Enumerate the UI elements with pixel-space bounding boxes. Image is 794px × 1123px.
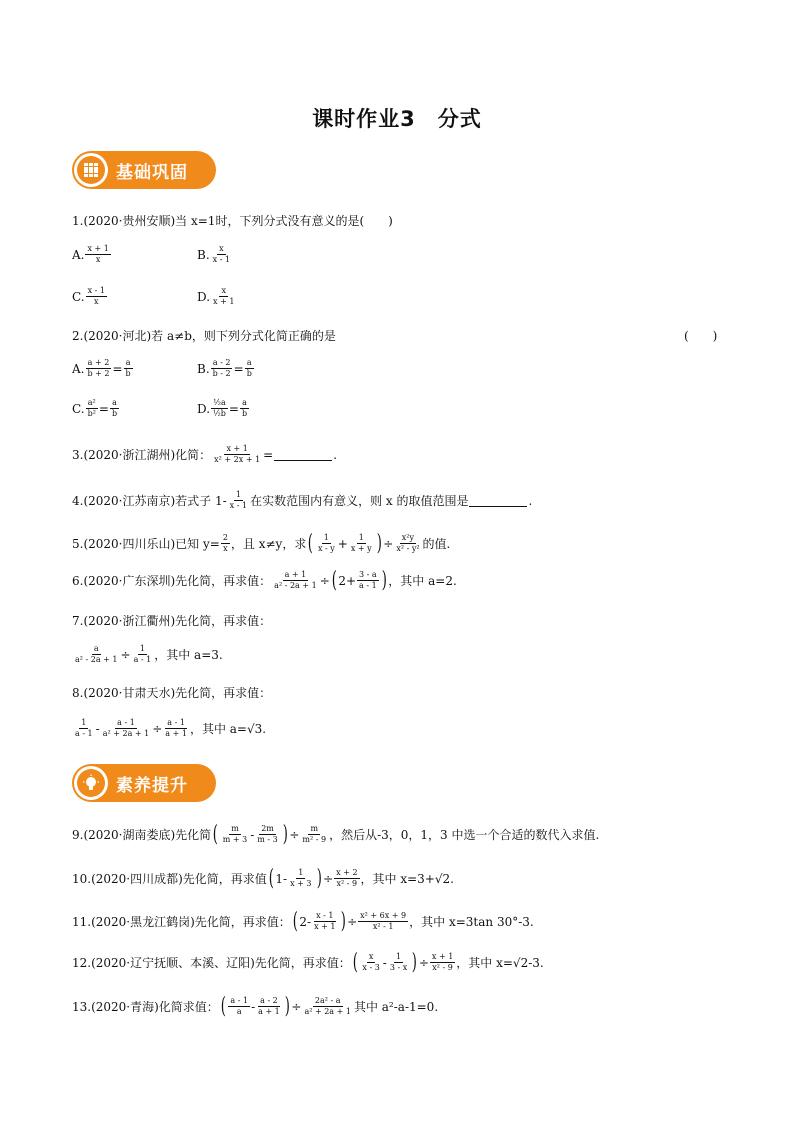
- lightbulb-icon: [82, 774, 100, 792]
- question-2-stem: 2.(2020·河北)若 a≠b，则下列分式化简正确的是: [72, 329, 336, 343]
- section-badge-basic: [72, 151, 216, 189]
- question-2-bracket: ( ): [684, 329, 718, 343]
- page-title: 课时作业3 分式: [312, 107, 482, 131]
- question-7-stem: 7.(2020·浙江衢州)先化简，再求值：: [72, 614, 272, 628]
- question-1-options-cd: C. $\frac{x - 1}{x}$ D. $\frac{x}{x + 1}$: [72, 286, 235, 306]
- question-2-options-cd: C. $\frac{\text{a²}}{\text{b²}}$ = $\frac{a}{b}$ D. $\frac{\text{½a}}{\text{½b}}$ = $\frac{a}{b}$: [72, 398, 248, 418]
- question-4: 4.(2020·江苏南京)若式子 1- $\frac{1}{x - 1}$ 在实数范围内有意义，则 x 的取值范围是 .: [72, 490, 533, 510]
- section-badge-advanced: [72, 764, 216, 802]
- question-7-expression: $\frac{a}{\text{a² - 2a + 1}}$ ÷ $\frac{1}{a - 1}$ ，其中 a=3.: [75, 644, 223, 664]
- question-1-options-ab: A. $\frac{x + 1}{x}$ B. $\frac{x}{x - 1}$: [72, 244, 231, 264]
- question-8-stem: 8.(2020·甘肃天水)先化简，再求值：: [72, 686, 272, 700]
- question-3: 3.(2020·浙江湖州)化简： $\frac{x + 1}{\text{x² + 2x + 1}}$ = .: [72, 444, 338, 464]
- question-11: 11.(2020·黑龙江鹤岗)先化简，再求值： ( 2- $\frac{x - 1}{x + 1}$ ) ÷ $\frac{\text{x² + 6x + 9}}{\text{x² - 1}}$ ，其中 x=3tan 30°-3.: [72, 908, 534, 934]
- question-2-options-ab: A. $\frac{a + 2}{b + 2}$ = $\frac{a}{b}$ B. $\frac{a - 2}{b - 2}$ = $\frac{a}{b}$: [72, 358, 252, 378]
- question-1-stem: 1.(2020·贵州安顺)当 x=1时，下列分式没有意义的是( ): [72, 214, 393, 228]
- answer-blank[interactable]: [469, 494, 527, 507]
- section-title-advanced: 素养提升: [116, 775, 188, 796]
- question-9: 9.(2020·湖南娄底)先化简 ( $\frac{m}{m + 3}$ - $\frac{2m}{m - 3}$ ) ÷ $\frac{m}{\text{m² - 9}}$ ，然后从-3，0，1，3 中选一个合适的数代入求值.: [72, 821, 600, 847]
- answer-blank[interactable]: [274, 448, 332, 461]
- question-6: 6.(2020·广东深圳)先化简，再求值： $\frac{a + 1}{\text{a² - 2a + 1}}$ ÷ ( 2+ $\frac{3 - a}{a - 1}$ ) ，其中 a=2.: [72, 567, 457, 593]
- books-icon: [82, 161, 100, 179]
- section-title-basic: 基础巩固: [116, 162, 188, 183]
- question-8-expression: $\frac{1}{a - 1}$ - $\frac{a - 1}{\text{a² + 2a + 1}}$ ÷ $\frac{a - 1}{a + 1}$ ，其中 a=√3.: [75, 718, 267, 738]
- question-12: 12.(2020·辽宁抚顺、本溪、辽阳)先化简，再求值： ( $\frac{x}{x - 3}$ - $\frac{1}{3 - x}$ ) ÷ $\frac{x + 1}{\text{x² - 9}}$ ，其中 x=√2-3.: [72, 949, 544, 975]
- question-10: 10.(2020·四川成都)先化简，再求值 ( 1- $\frac{1}{x + 3}$ ) ÷ $\frac{x + 2}{\text{x² - 9}}$ ，其中 x=3+√2.: [72, 865, 454, 891]
- question-5: 5.(2020·四川乐山)已知 y= $\frac{2}{x}$ ，且 x≠y，求 ( $\frac{1}{x - y}$ + $\frac{1}{x + y}$ ) ÷ $\frac{\text{x²y}}{\text{x² - y²}}$ 的值.: [72, 530, 451, 556]
- question-13: 13.(2020·青海)化简求值： ( $\frac{a - 1}{a}$ - $\frac{a - 2}{a + 1}$ ) ÷ $\frac{\text{2a² - a}}{\text{a² + 2a + 1}}$ 其中 a²-a-1=0.: [72, 993, 439, 1019]
